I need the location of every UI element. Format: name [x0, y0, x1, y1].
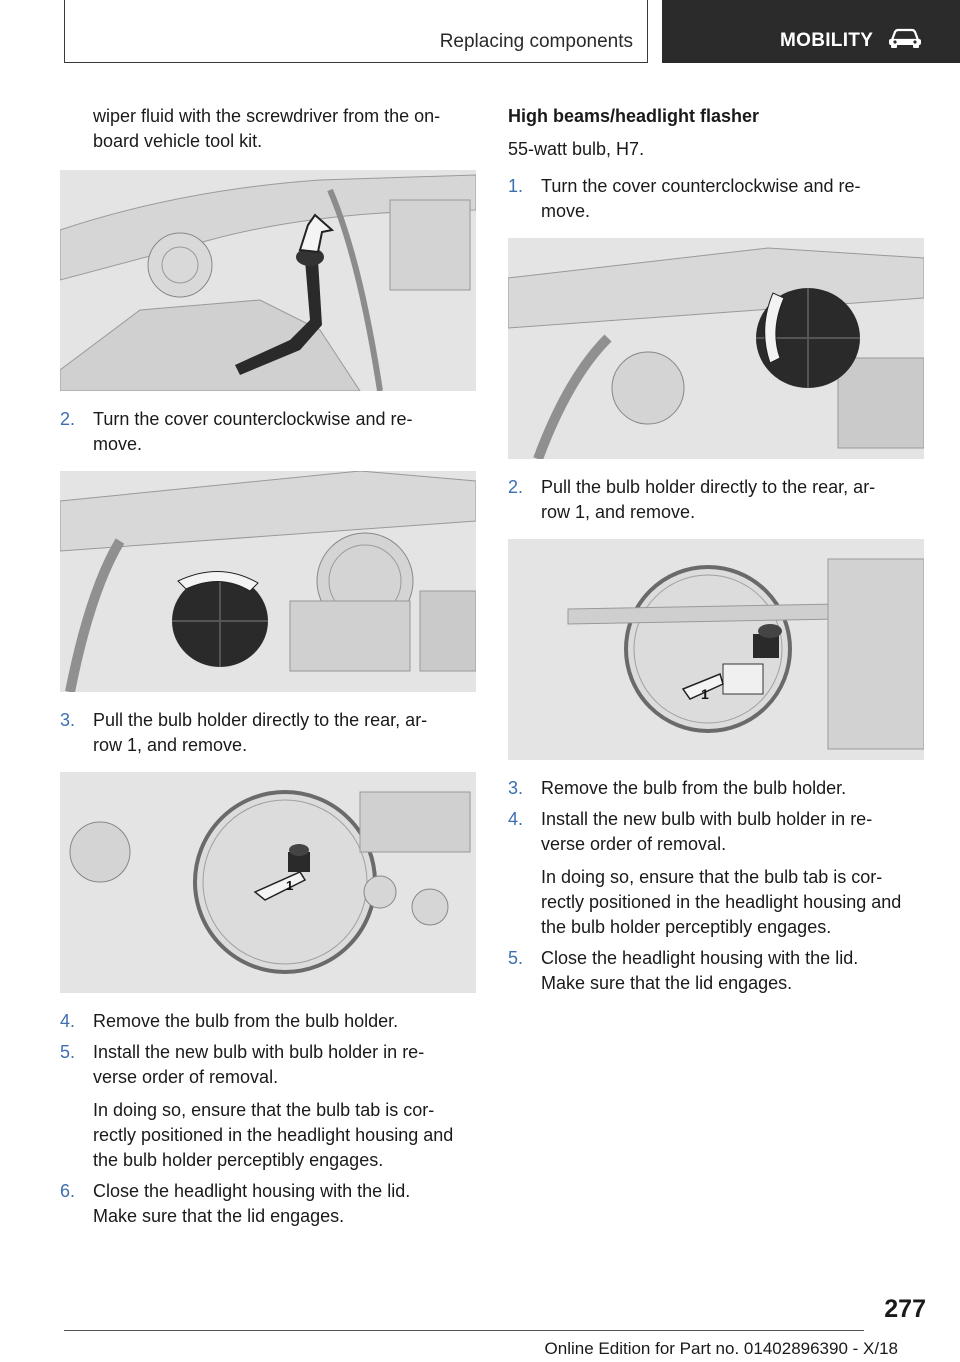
figure-high-beam-cover	[508, 238, 924, 459]
left-step-4: 4. Remove the bulb from the bulb holder.	[60, 1011, 399, 1031]
right-step-5: 5. Close the headlight housing with the lid. Make sure that the lid engages.	[508, 948, 859, 993]
right-column	[508, 104, 928, 996]
fig-right-arrow-label: 1	[701, 686, 709, 702]
header-section-box	[64, 0, 648, 63]
left-step-5-note: In doing so, ensure that the bulb tab is cor- rectly positioned in the headlight housing and the bulb holder perceptibly engages.	[93, 1100, 454, 1170]
left-step-5: 5. Install the new bulb with bulb holder in re- verse order of removal. In doing so, ensure that the bulb tab is cor- rectly positioned in the headlight housing and the bulb holder perceptibly engages.	[60, 1040, 480, 1173]
figure-high-beam-holder	[508, 539, 924, 760]
header-chapter-tab	[662, 0, 960, 63]
section-heading: High beams/headlight flasher	[508, 106, 760, 126]
left-column	[60, 104, 480, 1229]
left-step-6: 6. Close the headlight housing with the lid. Make sure that the lid engages.	[60, 1181, 411, 1226]
right-step-4-note: In doing so, ensure that the bulb tab is cor- rectly positioned in the headlight housing and the bulb holder perceptibly engages.	[541, 867, 902, 937]
footer-divider	[64, 1330, 864, 1331]
page-number: 277	[884, 1295, 926, 1323]
car-icon	[888, 27, 922, 49]
header-chapter-title: MOBILITY	[780, 30, 874, 51]
footer-edition: Online Edition for Part no. 01402896390 - X/18	[544, 1339, 898, 1358]
figure-washer-reservoir	[60, 170, 476, 391]
section-subheading: 55-watt bulb, H7.	[508, 139, 645, 159]
fig-left-arrow-label: 1	[286, 878, 294, 893]
right-step-4: 4. Install the new bulb with bulb holder in re- verse order of removal. In doing so, ensure that the bulb tab is cor- rectly positioned in the headlight housing and the bulb holder perceptibly engages.	[508, 807, 928, 940]
header-section-title: Replacing components	[439, 31, 633, 52]
right-step-2: 2. Pull the bulb holder directly to the rear, ar- row 1, and remove.	[508, 477, 876, 522]
left-step-2: 2. Turn the cover counterclockwise and re- move.	[60, 409, 413, 454]
left-intro-text: wiper fluid with the screwdriver from the on- board vehicle tool kit.	[93, 106, 441, 151]
right-step-1: 1. Turn the cover counterclockwise and re- move.	[508, 176, 861, 221]
left-step-3: 3. Pull the bulb holder directly to the rear, ar- row 1, and remove.	[60, 710, 428, 755]
figure-cover-turn	[60, 471, 476, 692]
figure-bulb-holder-pull	[60, 772, 476, 993]
right-step-3: 3. Remove the bulb from the bulb holder.	[508, 778, 847, 798]
